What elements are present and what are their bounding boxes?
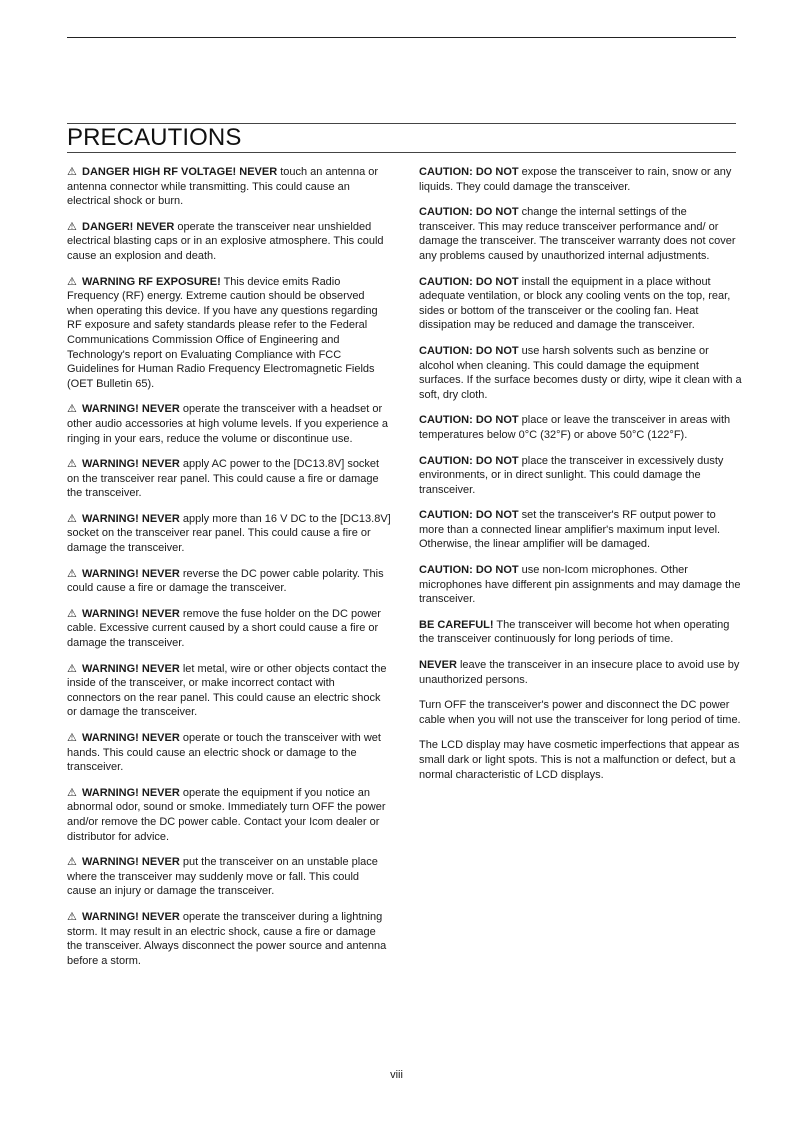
precaution-label: DANGER HIGH RF VOLTAGE! NEVER [82,166,278,178]
precaution-item [67,607,391,651]
section-heading [67,123,736,153]
precaution-text: leave the transceiver in an insecure place to avoid use by unauthorized persons. [419,659,740,686]
precaution-item [419,618,743,647]
precaution-item [419,344,743,402]
precaution-text: operate the transceiver with a headset or other audio accessories at high volume levels. If you experience a ringing in your ears, reduce the volume or discontinue use. [67,403,389,445]
precaution-text: put the transceiver on an unstable place where the transceiver may suddenly move or fall. This could cause an injury or damage the transceiver. [67,856,378,898]
precaution-text: The transceiver will become hot when operating the transceiver continuously for long periods of time. [419,618,730,646]
precaution-label: CAUTION: DO NOT [419,564,519,577]
warning-triangle-icon: ⚠ [67,607,77,620]
precaution-item [67,910,391,968]
warning-triangle-icon: ⚠ [67,512,77,525]
precaution-label: WARNING! NEVER [82,458,180,471]
precaution-item [419,698,743,727]
precaution-label: WARNING! NEVER [82,856,180,869]
precaution-text: operate the transceiver near unshielded electrical blasting caps or in an explosive atmosphere. This could cause an explosion and death. [67,220,384,262]
precaution-item [419,413,743,442]
precaution-label: NEVER [419,659,457,672]
warning-triangle-icon: ⚠ [67,220,77,233]
precaution-item [419,563,743,607]
precaution-text: let metal, wire or other objects contact the inside of the transceiver, or make incorrect contact with connectors on the rear panel. This could cause an electric shock or damage the transceiver. [67,662,387,719]
precaution-label: DANGER! NEVER [82,220,175,233]
precaution-item [67,567,391,596]
precaution-text: operate the equipment if you notice an abnormal odor, sound or smoke. Immediately turn OFF the power and/or remove the DC power cable. Contact your Icom dealer or distributor for advice. [67,786,386,843]
precaution-item [67,512,391,556]
warning-triangle-icon: ⚠ [67,567,77,580]
right-column [419,165,743,793]
precaution-text: operate or touch the transceiver with wet hands. This could cause an electric shock or damage to the transceiver. [67,732,381,774]
precaution-item [419,275,743,333]
precaution-label: CAUTION: DO NOT [419,454,519,467]
precaution-label: WARNING! NEVER [82,732,180,744]
precaution-text: use non-Icom microphones. Other microphones have different pin assignments and may damage the transceiver. [419,564,741,606]
precaution-text: set the transceiver's RF output power to more than a connected linear amplifier's maximum input level. Otherwise, the linear amplifier will be damaged. [419,509,721,551]
precaution-item [419,738,743,782]
precaution-text: operate the transceiver during a lightning storm. It may result in an electric shock, cause a fire or damage the transceiver. Always disconnect the power source and antenna before a storm. [67,910,387,967]
precaution-text: touch an antenna or antenna connector while transmitting. This could cause an electrical shock or burn. [67,166,379,208]
precaution-item [67,731,391,775]
precaution-text: expose the transceiver to rain, snow or any liquids. They could damage the transceiver. [419,166,732,193]
precaution-item [419,508,743,552]
precaution-item [67,855,391,899]
precaution-item [419,165,743,194]
precaution-label: WARNING! NEVER [82,607,180,620]
precaution-item [67,165,391,209]
warning-triangle-icon: ⚠ [67,856,77,869]
warning-triangle-icon: ⚠ [67,166,77,178]
precaution-item [67,786,391,844]
precaution-label: WARNING! NEVER [82,662,180,675]
precaution-item [67,662,391,720]
precaution-label: CAUTION: DO NOT [419,344,519,357]
precaution-label: WARNING RF EXPOSURE! [82,275,221,288]
precaution-label: CAUTION: DO NOT [419,166,519,178]
precaution-item [419,454,743,498]
warning-triangle-icon: ⚠ [67,786,77,799]
precaution-text: apply more than 16 V DC to the [DC13.8V] socket on the transceiver rear panel. This could cause a fire or damage the transceiver. [67,512,391,555]
precaution-label: WARNING! NEVER [82,567,180,580]
precaution-label: WARNING! NEVER [82,910,180,923]
precaution-label: CAUTION: DO NOT [419,206,519,219]
warning-triangle-icon: ⚠ [67,275,77,288]
warning-triangle-icon: ⚠ [67,458,77,471]
precaution-label: BE CAREFUL! [419,618,494,631]
page-title: PRECAUTIONS [67,124,242,151]
top-rule [67,37,736,38]
precaution-text: use harsh solvents such as benzine or alcohol when cleaning. This could damage the equipment surfaces. If the surface becomes dusty or dirty, wipe it clean with a soft, dry cloth. [419,344,742,401]
precaution-text: reverse the DC power cable polarity. This could cause a fire or damage the transceiver. [67,567,384,595]
precaution-text: install the equipment in a place without adequate ventilation, or block any cooling vents on the top, rear, sides or bottom of the transceiver or the cooling fan. Heat dissipation may be reduced and damage the transceiver. [419,275,731,332]
precaution-label: CAUTION: DO NOT [419,509,519,522]
precaution-text: place or leave the transceiver in areas with temperatures below 0°C (32°F) or above 50°C (122°F). [419,414,731,441]
precaution-text: Turn OFF the transceiver's power and disconnect the DC power cable when you will not use the transceiver for long period of time. [419,699,741,726]
precaution-item [67,402,391,446]
precaution-text: change the internal settings of the transceiver. This may reduce transceiver performance and/ or damage the transceiver. The transceiver warranty does not cover any problems caused by unauthorized internal adjustments. [419,206,736,262]
precaution-label: WARNING! NEVER [82,403,180,416]
precaution-item [67,220,391,264]
precaution-label: WARNING! NEVER [82,786,180,799]
precaution-item [419,205,743,263]
page-number: viii [390,1069,403,1081]
precaution-text: place the transceiver in excessively dusty environments, or in direct sunlight. This could damage the transceiver. [419,454,724,496]
precaution-item [419,658,743,687]
warning-triangle-icon: ⚠ [67,732,77,744]
precaution-text: The LCD display may have cosmetic imperfections that appear as small dark or light spots. This is not a malfunction or defect, but a normal characteristic of LCD displays. [419,739,740,781]
warning-triangle-icon: ⚠ [67,403,77,416]
precaution-item [67,275,391,392]
warning-triangle-icon: ⚠ [67,910,77,923]
precaution-text: apply AC power to the [DC13.8V] socket on the transceiver rear panel. This could cause a fire or damage the transceiver. [67,458,380,500]
warning-triangle-icon: ⚠ [67,662,77,675]
precaution-label: WARNING! NEVER [82,512,180,525]
precaution-label: CAUTION: DO NOT [419,414,519,427]
precaution-label: CAUTION: DO NOT [419,275,519,288]
heading-rule-bottom [67,152,736,153]
precaution-text: remove the fuse holder on the DC power cable. Excessive current caused by a short could cause a fire or damage the transceiver. [67,607,381,650]
precaution-item [67,457,391,501]
left-column [67,165,391,979]
precaution-text: This device emits Radio Frequency (RF) energy. Extreme caution should be observed when operating this device. If you have any questions regarding RF exposure and safety standards please refer to the Federal Communications Commission Office of Engineering and Technology's report on Evaluating Compliance with FCC Guidelines for Human Radio Frequency Electromagnetic Fields (OET Bulletin 65). [67,275,378,390]
